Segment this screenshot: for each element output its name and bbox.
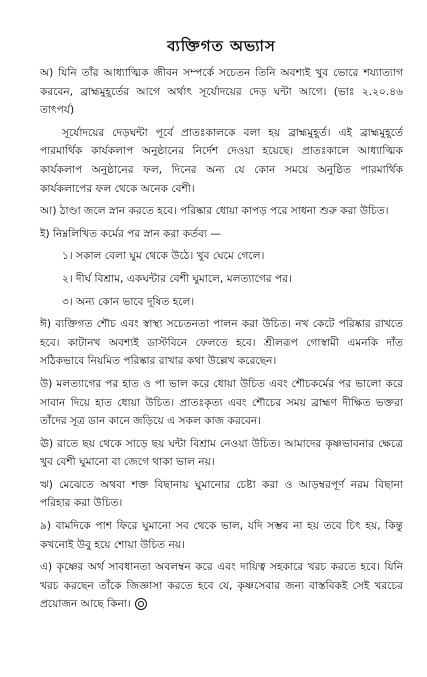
paragraph-9: ৯) বামদিকে পাশ ফিরে ঘুমানো সব থেকে ভাল, যদি সম্ভব না হয় তবে চিৎ হয়, কিন্তু কখনোই উবু হয়ে শোয়া উচিত নয়। [40, 520, 403, 551]
paragraph-e [40, 558, 403, 614]
list-item: ৩। অন্য কোন ভাবে দূষিত হলে। [62, 295, 195, 308]
paragraph-ii: ঈ) ব্যক্তিগত শৌচ এবং স্বাস্থ্য সচেতনতা পালন করা উচিত। নখ কেটে পরিষ্কার রাখতে হবে। কাটানখ অবশ্যই ডাস্টবিনে ফেলতে হবে। শ্রীলরূপ গোস্বামী এমনকি দাঁত সঠিকভাবে নিয়মিত পরিষ্কার রাখার কথা উল্লেখ করেছেন। [40, 318, 403, 368]
paragraph-ri: ঋ) মেঝেতে অথবা শক্ত বিছানায় ঘুমানোর চেষ্টা করা ও আড়ম্বরপূর্ণ নরম বিছানা পরিহার করা উচিত। [40, 478, 403, 510]
paragraph-uu: ঊ) রাতে ছয় থেকে সাড়ে ছয় ঘন্টা বিশ্রাম নেওয়া উচিত। আমাদের কৃষ্ণভাবনার ক্ষেত্রে খুব বেশী ঘুমানো বা জেগে থাকা ভাল নয়। [40, 437, 403, 469]
paragraph-a: অ) যিনি তাঁর আধ্যাত্মিক জীবন সম্পর্কে সচেতন তিনি অবশ্যই খুব ভোরে শয্যাত্যাগ করবেন, ব্রাহ্মমুহূর্তের আগে অর্থাৎ সূর্যোদয়ের দেড় ঘন্টা আগে। (ভাঃ ২.২০.৪৬ তাৎপর্য) [40, 67, 403, 117]
page-title: ব্যক্তিগত অভ্যাস [167, 37, 276, 55]
list-item: ১। সকাল বেলা ঘুম থেকে উঠে। খুব ঘেমে গেলে। [62, 250, 265, 263]
list-item: ২। দীর্ঘ বিশ্রাম, একঘন্টার বেশী ঘুমালে, মলত্যাগের পর। [62, 272, 292, 285]
paragraph-u: উ) মলত্যাগের পর হাত ও পা ভাল করে ধোয়া উচিত এবং শৌচকর্মের পর ভালো করে সাবান দিয়ে হাত ধোয়া উচিত। প্রাতঃকৃত্য এবং শৌচের সময় ব্রাহ্মণ দীক্ষিত ভক্তরা তাঁদের সূত্র ডান কানে জড়িয়ে এ সকল কাজ করবেন। [40, 377, 403, 428]
paragraph-aa: আ) ঠাণ্ডা জলে স্নান করতে হবে। পরিষ্কার ধোয়া কাপড় পরে সাধনা শুরু করা উচিত। [40, 205, 389, 218]
paragraph-brahma-muhurta: সূর্যোদয়ের দেড়ঘন্টা পূর্বে প্রাতঃকালকে বলা হয় ব্রাহ্মমুহূর্ত। এই ব্রাহ্মমুহূর্তে পারমার্থিক কার্যকলাপ অনুষ্ঠানের নির্দেশ দেওয়া হয়েছে। প্রাতঃকালে আধ্যাত্মিক কার্যকলাপ অনুষ্ঠানের ফল, দিনের অন্য যে কোন সময়ে অনুষ্ঠিত পারমার্থিক কার্যকলাপের ফল থেকে অনেক বেশী। [40, 126, 403, 195]
ornament-icon [135, 598, 147, 610]
paragraph-i: ই) নিম্নলিখিত কর্মের পর স্নান করা কর্তব্য — [40, 227, 222, 240]
paragraph-e-text: এ) কৃষ্ণের অর্থ সাবধানতা অবলম্বন করে এবং দায়িত্ব সহকারে খরচ করতে হবে। যিনি খরচ করছেন তাঁকে জিজ্ঞাসা করতে হবে যে, কৃষ্ণসেবার জন্য বাস্তবিকই সেই খরচের প্রয়োজন আছে কিনা। [40, 561, 403, 611]
